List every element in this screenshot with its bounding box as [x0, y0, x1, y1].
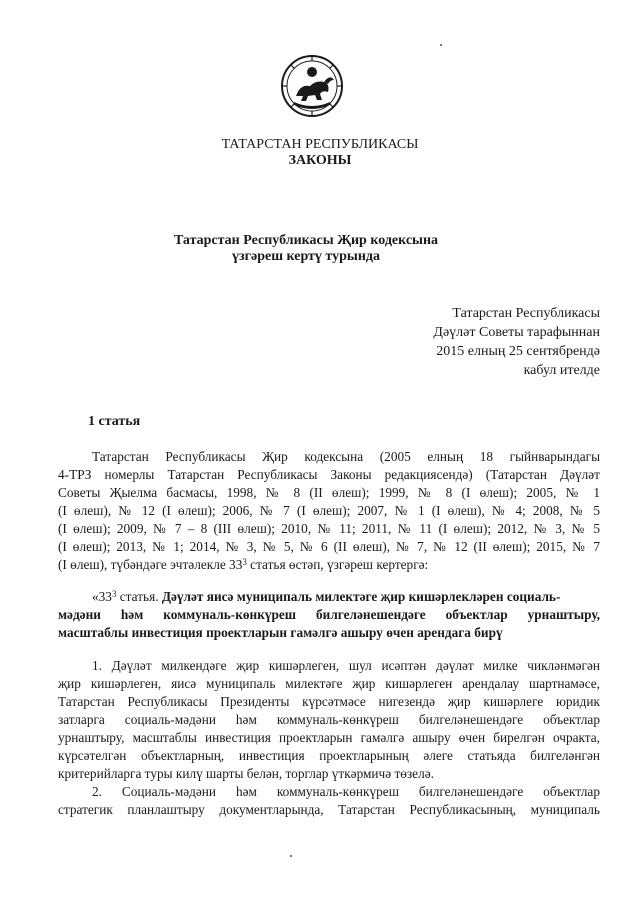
- quote-open: «33: [92, 589, 112, 604]
- adoption-block: [330, 304, 600, 380]
- body-line: затларга социаль-мәдәни һәм коммуналь-көнкүреш билгеләнешендәге объектлар: [58, 712, 600, 727]
- new-article-heading-line-3: масштаблы инвестиция проектларын гамәлгә ашыру өчен арендага бирү: [58, 625, 503, 640]
- adoption-line-1: Татарстан Республикасы: [452, 306, 600, 321]
- new-article-heading-line-1: [92, 589, 560, 605]
- body-text: (I өлеш), түбәндәге эчтәлекле 33: [58, 557, 243, 572]
- republic-header: ТАТАРСТАН РЕСПУБЛИКАСЫ: [221, 137, 419, 152]
- adoption-line-4: кабул ителде: [523, 363, 600, 378]
- adoption-line-3: 2015 елның 25 сентябрендә: [436, 344, 600, 359]
- document-title-line-2: үзгәреш кертү турында: [232, 249, 380, 264]
- quote-title-start: Дәүләт яисә муниципаль милектәге җир кишәрлекләрен социаль-: [161, 589, 561, 604]
- adoption-line-2: Дәүләт Советы тарафыннан: [433, 325, 600, 340]
- new-article-heading-line-2: мәдәни һәм коммуналь-көнкүреш билгеләнешендәге объектлар урнаштыру,: [58, 607, 600, 622]
- body-line: 1. Дәүләт милкендәге җир кишәрлеген, шул исәптән дәүләт милке чикләнмәгән: [92, 658, 600, 673]
- superscript: 3: [111, 589, 117, 599]
- body-line: (I өлеш); 2009, № 7 – 8 (III өлеш); 2010, № 11; 2011, № 11 (I өлеш); 2012, № 3, № 5: [58, 521, 600, 536]
- tatarstan-coat-of-arms-icon: [280, 54, 344, 118]
- body-line: 4-ТРЗ номерлы Татарстан Республикасы Законы редакциясендә) (Татарстан Дәүләт: [58, 467, 600, 482]
- article-heading: 1 статья: [88, 414, 141, 429]
- body-line: 2. Социаль-мәдәни һәм коммуналь-көнкүреш билгеләнешендәге объектлар: [92, 784, 600, 799]
- body-line: критерийларга туры килү шарты белән, торглар үткәрмичә төзелә.: [58, 766, 434, 781]
- document-title-line-1: Татарстан Республикасы Җир кодексына: [173, 233, 439, 248]
- body-line: [58, 557, 428, 573]
- body-line: (I өлеш); 2013, № 1; 2014, № 3, № 5, № 6 (II өлеш), № 7, № 12 (II өлеш); 2015, № 7: [58, 539, 600, 554]
- body-line: күрсәтелгән объектларның, инвестиция проектларының әлеге статьяда билгеләнгән: [58, 748, 600, 763]
- body-text: статья өстәп, үзгәреш кертергә:: [246, 557, 429, 572]
- scan-speck: [440, 44, 442, 46]
- body-line: Татарстан Республикасы Президенты күрсәтмәсе нигезендә җир кишәрлеге юридик: [58, 694, 600, 709]
- scan-speck: [290, 855, 292, 857]
- body-line: Советы Җыелма басмасы, 1998, № 8 (II өлеш); 1999, № 8 (I өлеш); 2005, № 1: [58, 485, 600, 500]
- body-line: җир кишәрлеген, яисә муниципаль милектәге җир кишәрлеген арендалау шартнамәсе,: [58, 676, 600, 691]
- body-line: стратегик планлаштыру документларында, Татарстан Республикасының, муниципаль: [58, 802, 600, 817]
- body-line: Татарстан Республикасы Җир кодексына (2005 елның 18 гыйнварындагы: [92, 449, 600, 464]
- body-line: урнаштыру, масштаблы инвестиция проектларын гамәлгә ашыру өчен бирелгән очракта,: [58, 730, 600, 745]
- body-line: (I өлеш), № 12 (I өлеш); 2006, № 7 (I өлеш); 2007, № 1 (I өлеш), № 4; 2008, № 5: [58, 503, 600, 518]
- quote-article-word: статья.: [116, 589, 162, 604]
- law-header: ЗАКОНЫ: [288, 153, 352, 168]
- superscript: 3: [242, 557, 247, 567]
